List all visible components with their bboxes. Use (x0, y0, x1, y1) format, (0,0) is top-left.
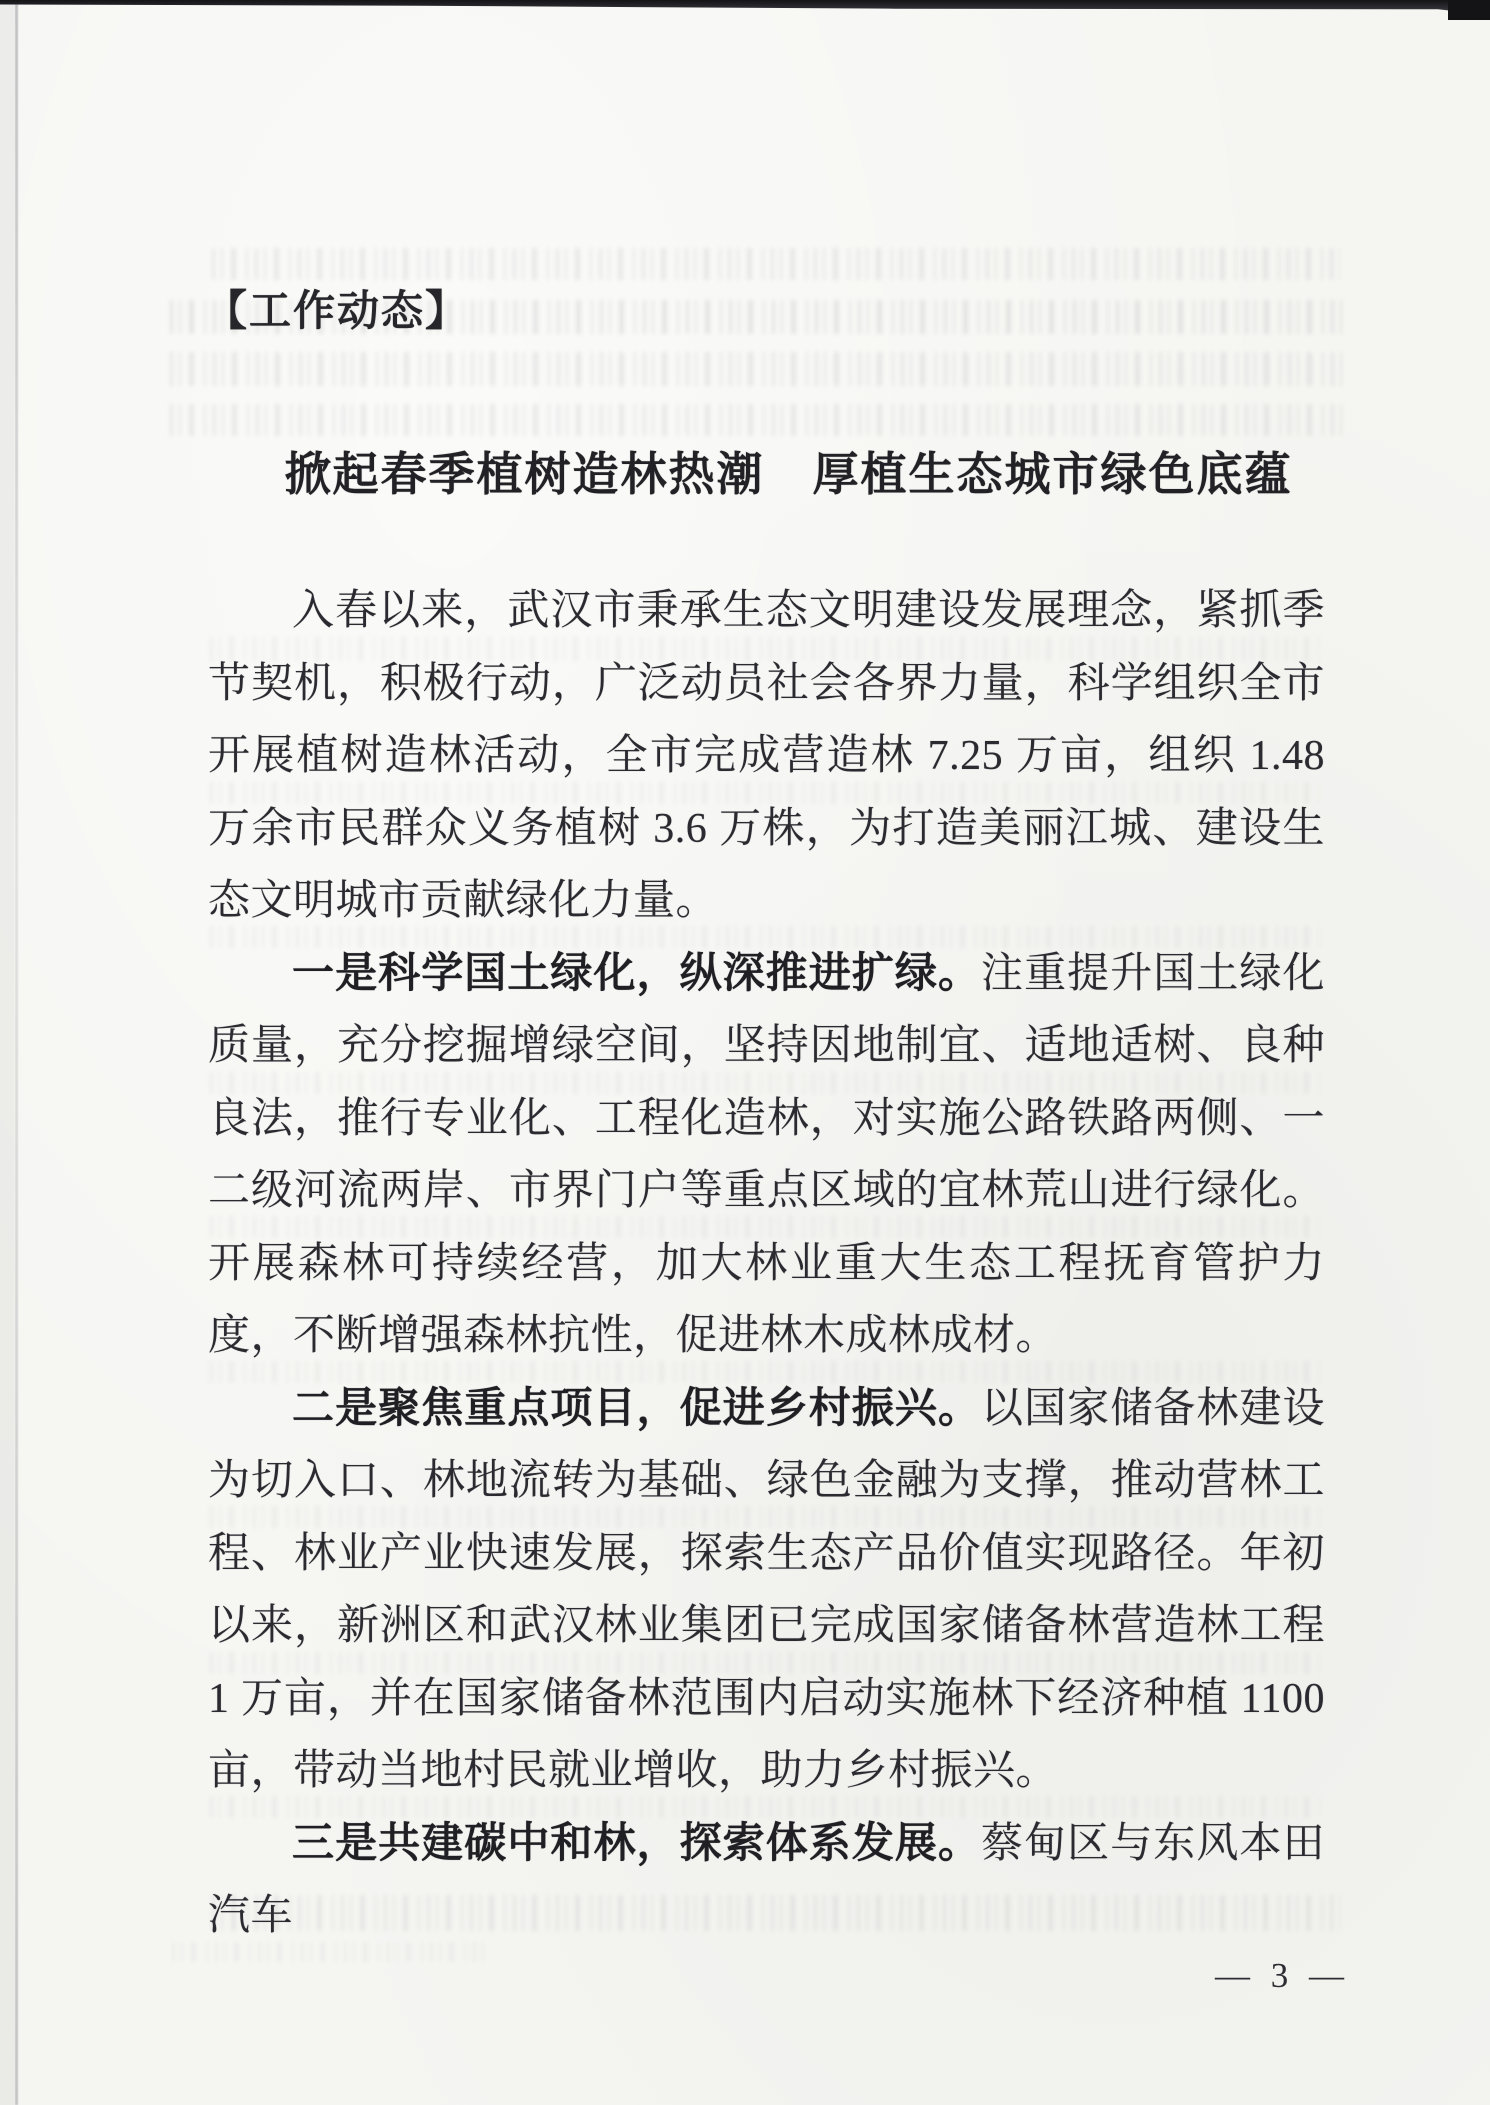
paragraph-2 (208, 938, 1325, 1373)
page-fold-line (15, 0, 18, 2105)
page-number: — 3 — (1215, 1956, 1350, 1995)
paragraph-2-lead: 一是科学国土绿化，纵深推进扩绿。 (292, 950, 982, 997)
page-title: 掀起春季植树造林热潮 厚植生态城市绿色底蕴 (284, 449, 1293, 500)
paragraph-4-text: 蔡甸区与东风本田汽车 (208, 1820, 1325, 1939)
section-header: 【工作动态】 (205, 289, 470, 335)
paragraph-4 (208, 1808, 1325, 1953)
bleed-through-line (212, 248, 1340, 280)
scan-corner-top-right (1448, 0, 1490, 20)
paragraph-3-text: 以国家储备林建设为切入口、林地流转为基础、绿色金融为支撑，推动营林工程、林业产业快速发展，探索生态产品价值实现路径。年初以来，新洲区和武汉林业集团已完成国家储备林营造林工程 1 万亩，并在国家储备林范围内启动实施林下经济种植 1100 亩，带动当地村民就业增收，助力乡村振兴。 (208, 1385, 1325, 1794)
document-body (208, 575, 1325, 1953)
paragraph-3 (208, 1373, 1325, 1808)
bleed-through-line (170, 404, 1350, 436)
scan-left-shade (0, 0, 14, 2105)
paragraph-4-lead: 三是共建碳中和林，探索体系发展。 (292, 1820, 982, 1867)
paragraph-1-text: 入春以来，武汉市秉承生态文明建设发展理念，紧抓季节契机，积极行动，广泛动员社会各界力量，科学组织全市开展植树造林活动，全市完成营造林 7.25 万亩，组织 1.48 万余市民群众义务植树 3.6 万株，为打造美丽江城、建设生态文明城市贡献绿化力量。 (208, 588, 1325, 924)
scan-edge-top (0, 0, 1490, 15)
paragraph-2-text: 注重提升国土绿化质量，充分挖掘增绿空间，坚持因地制宜、适地适树、良种良法，推行专业化、工程化造林，对实施公路铁路两侧、一二级河流两岸、市界门户等重点区域的宜林荒山进行绿化。开展森林可持续经营，加大林业重大生态工程抚育管护力度，不断增强森林抗性，促进林木成林成材。 (208, 950, 1325, 1359)
bleed-through-line (170, 352, 1350, 386)
paragraph-1 (208, 575, 1325, 938)
paragraph-3-lead: 二是聚焦重点项目，促进乡村振兴。 (292, 1385, 982, 1432)
